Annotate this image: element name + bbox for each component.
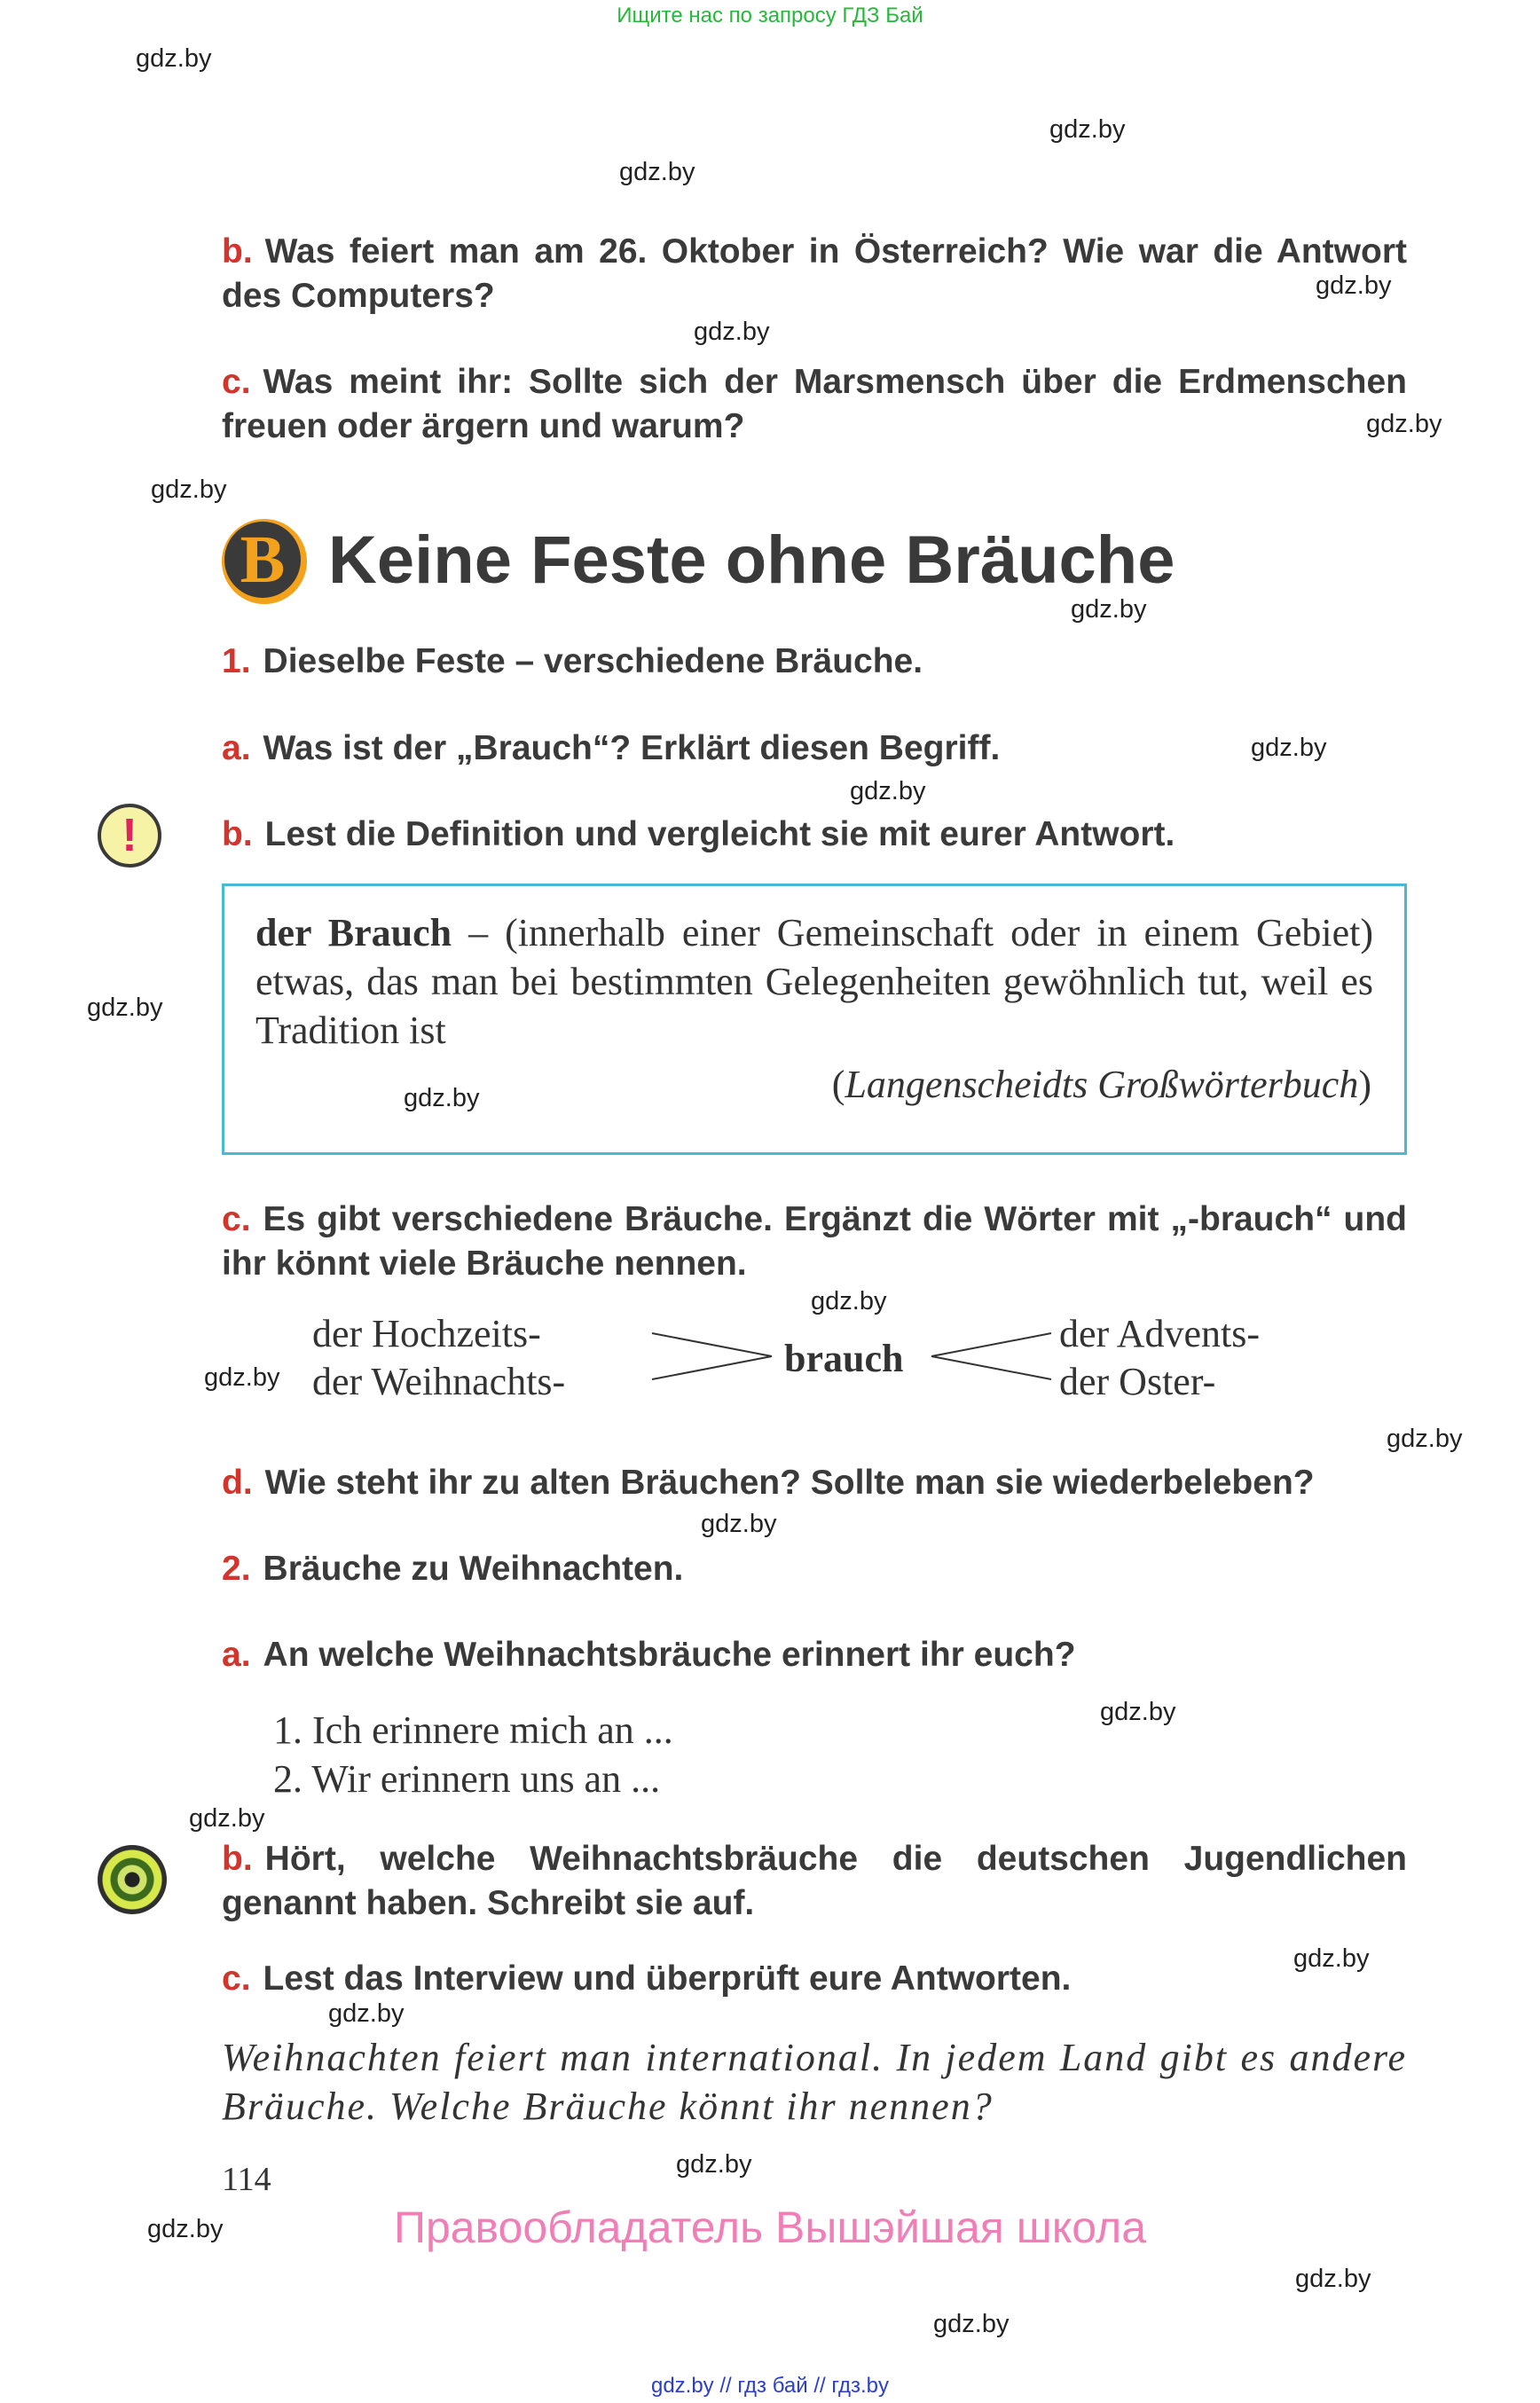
question-label: c. — [222, 1200, 251, 1238]
question-text: Lest das Interview und überprüft eure Antworten. — [263, 1959, 1072, 1998]
task-number: 1. — [222, 642, 251, 680]
question-label: d. — [222, 1464, 253, 1502]
question-label: a. — [222, 729, 251, 767]
diagram-left-word: der Weihnachts- — [312, 1360, 566, 1403]
watermark: gdz.by — [1316, 271, 1392, 300]
watermark: gdz.by — [1387, 1425, 1463, 1453]
definition-term: der Brauch — [255, 911, 452, 954]
question-label: c. — [222, 1959, 251, 1998]
watermark: gdz.by — [676, 2150, 752, 2179]
rights-holder: Правообладатель Вышэйшая школа — [394, 2203, 1146, 2252]
task-1c — [222, 1198, 1407, 1286]
watermark: gdz.by — [147, 2215, 224, 2243]
italic-paragraph: Weihnachten feiert man international. In jedem Land gibt es andere Bräuche. Welche Bräuche könnt ihr nennen? — [222, 2036, 1407, 2128]
top-banner: Ищите нас по запросу ГДЗ Бай — [617, 4, 923, 27]
question-text: Was ist der „Brauch“? Erklärt diesen Begriff. — [263, 729, 1001, 767]
task-1a — [222, 726, 1407, 771]
watermark: gdz.by — [1071, 595, 1147, 624]
question-label: c. — [222, 363, 251, 401]
watermark: gdz.by — [811, 1287, 887, 1315]
task-1-heading — [222, 640, 1407, 684]
watermark: gdz.by — [619, 158, 695, 186]
letter-b-badge-icon — [222, 519, 307, 604]
definition-body: – (innerhalb einer Gemeinschaft oder in einem Gebiet) etwas, das man bei bestimmten Gelegenheiten gewöhnlich tut, weil es Tradition ist — [255, 911, 1373, 1052]
diagram-center-word: brauch — [784, 1337, 904, 1380]
watermark: gdz.by — [1251, 734, 1327, 762]
diagram-right-word: der Advents- — [1059, 1312, 1261, 1355]
watermark: gdz.by — [694, 318, 770, 346]
list-item: 2. Wir erinnern uns an ... — [273, 1757, 661, 1801]
question-label: b. — [222, 232, 253, 271]
watermark: gdz.by — [1100, 1698, 1176, 1726]
source-title: Langenscheidts Großwörterbuch — [845, 1063, 1359, 1106]
watermark: gdz.by — [933, 2310, 1010, 2338]
watermark: gdz.by — [850, 777, 926, 805]
watermark: gdz.by — [87, 993, 163, 1022]
question-text: Es gibt verschiedene Bräuche. Ergänzt die Wörter mit „-brauch“ und ihr könnt viele Bräuche nennen. — [222, 1200, 1407, 1283]
question-label: b. — [222, 815, 253, 853]
connector-line — [931, 1356, 1051, 1379]
watermark: gdz.by — [1293, 1944, 1370, 1973]
watermark: gdz.by — [1295, 2265, 1371, 2293]
page-number: 114 — [222, 2161, 271, 2198]
watermark: gdz.by — [1049, 115, 1126, 144]
list-item: 1. Ich erinnere mich an ... — [273, 1708, 673, 1752]
definition-text — [255, 908, 1373, 1055]
diagram-right-word: der Oster- — [1059, 1360, 1216, 1403]
task-2b — [222, 1837, 1407, 1926]
exclamation-icon: ! — [98, 804, 161, 868]
definition-source: (Langenscheidts Großwörterbuch) — [831, 1063, 1371, 1106]
watermark: gdz.by — [404, 1084, 480, 1112]
question-text: Lest die Definition und vergleicht sie mit eurer Antwort. — [264, 815, 1175, 853]
question-text: Was meint ihr: Sollte sich der Marsmensch über die Erdmenschen freuen oder ärgern und warum? — [222, 363, 1407, 445]
question-label: b. — [222, 1840, 253, 1878]
watermark: gdz.by — [189, 1804, 265, 1833]
watermark: gdz.by — [1366, 410, 1442, 438]
watermark: gdz.by — [136, 44, 212, 73]
section-title: Keine Feste ohne Bräuche — [328, 522, 1175, 598]
diagram-connector-lines — [648, 1326, 1073, 1388]
task-number: 2. — [222, 1550, 251, 1588]
section-badge-letter: B — [224, 522, 301, 598]
question-c — [222, 360, 1407, 449]
question-text: An welche Weihnachtsbräuche erinnert ihr euch? — [263, 1636, 1076, 1674]
watermark: gdz.by — [151, 475, 227, 504]
task-title: Bräuche zu Weihnachten. — [263, 1550, 684, 1588]
question-b — [222, 230, 1407, 318]
question-text: Wie steht ihr zu alten Bräuchen? Sollte man sie wiederbeleben? — [264, 1464, 1315, 1502]
task-2c — [222, 1957, 1407, 2001]
task-title: Dieselbe Feste – verschiedene Bräuche. — [263, 642, 923, 680]
task-1d — [222, 1461, 1407, 1505]
connector-line — [652, 1356, 772, 1379]
task-2a — [222, 1633, 1407, 1677]
watermark: gdz.by — [701, 1510, 777, 1538]
question-text: Hört, welche Weihnachtsbräuche die deutschen Jugendlichen genannt haben. Schreibt sie auf. — [222, 1840, 1407, 1922]
task-1b — [222, 813, 1407, 857]
question-label: a. — [222, 1636, 251, 1674]
footer-links: gdz.by // гдз бай // гдз.by — [650, 2374, 890, 2398]
task-2-heading — [222, 1547, 1407, 1591]
watermark: gdz.by — [204, 1363, 280, 1392]
question-text: Was feiert man am 26. Oktober in Österreich? Wie war die Antwort des Computers? — [222, 232, 1407, 315]
cd-icon — [98, 1845, 167, 1914]
diagram-left-word: der Hochzeits- — [312, 1312, 541, 1355]
connector-line — [931, 1333, 1051, 1356]
connector-line — [652, 1333, 772, 1356]
watermark: gdz.by — [328, 1999, 405, 2028]
